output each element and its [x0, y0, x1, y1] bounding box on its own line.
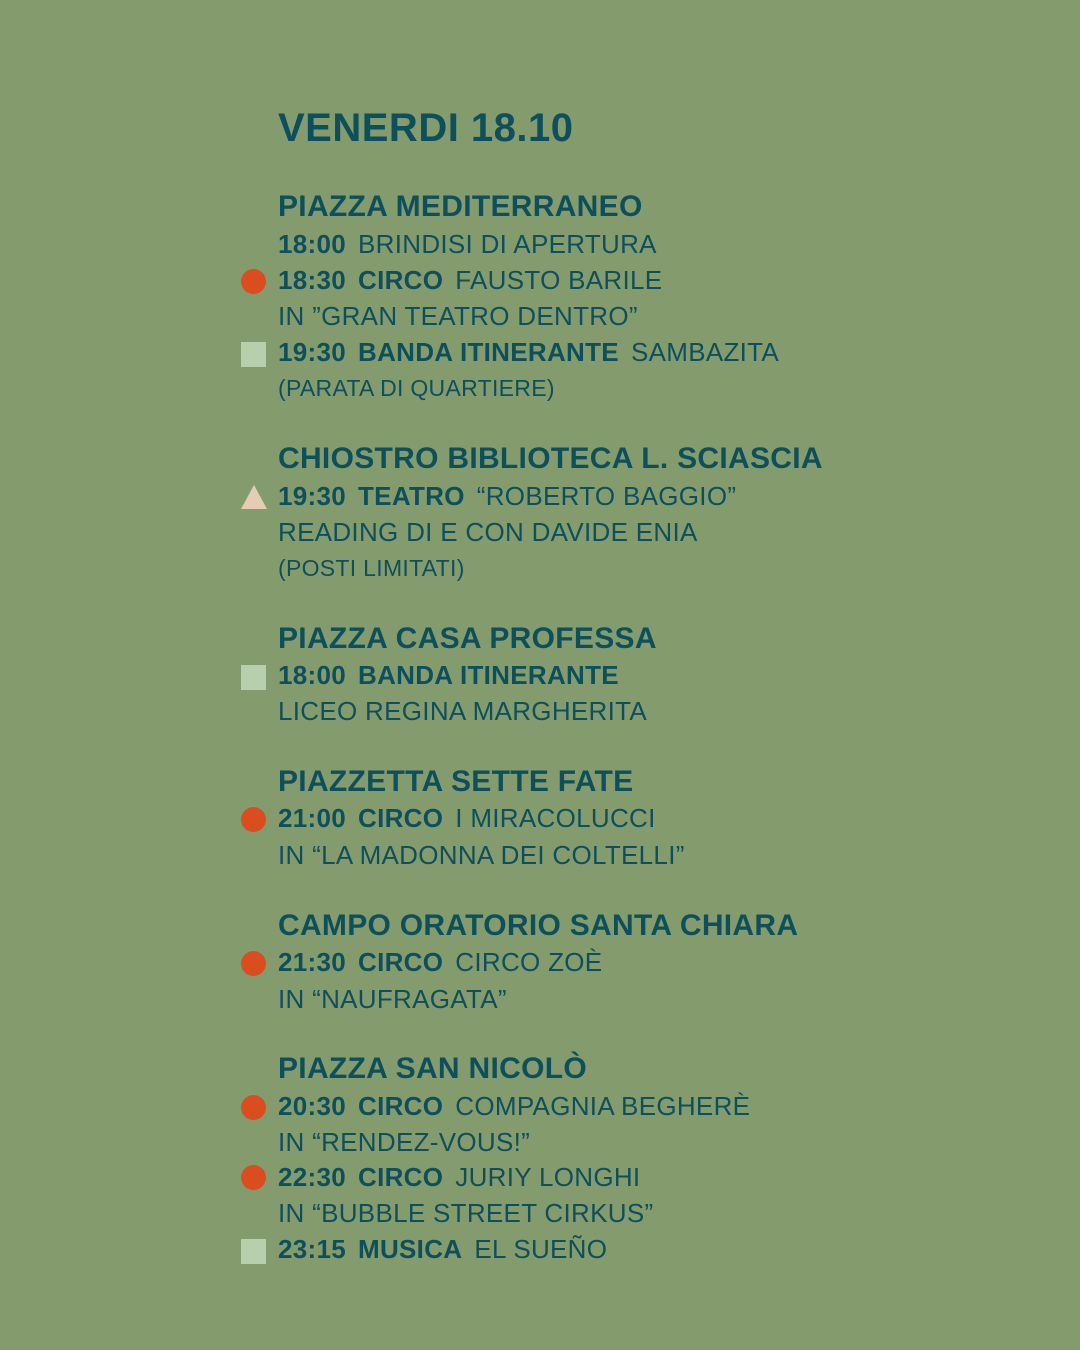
event-performer: “ROBERTO BAGGIO” — [476, 481, 737, 511]
event-line — [278, 1162, 640, 1193]
circo-marker-icon — [241, 1095, 266, 1120]
event-line — [278, 481, 736, 512]
venue-title: PIAZZETTA SETTE FATE — [278, 765, 634, 798]
musica-marker-icon — [241, 1239, 266, 1264]
event-category: CIRCO — [358, 265, 444, 295]
circo-marker-icon — [241, 807, 266, 832]
event-time: 21:30 — [278, 947, 346, 977]
event-line — [278, 1234, 607, 1265]
event-line — [278, 1091, 750, 1122]
event-category: CIRCO — [358, 947, 444, 977]
event-category: CIRCO — [358, 803, 444, 833]
event-category: CIRCO — [358, 1091, 444, 1121]
event-performer: JURIY LONGHI — [455, 1162, 641, 1192]
venue-title: PIAZZA MEDITERRANEO — [278, 190, 643, 223]
teatro-marker-icon — [241, 485, 267, 509]
event-performer: I MIRACOLUCCI — [455, 803, 656, 833]
event-subtitle: IN “RENDEZ-VOUS!” — [278, 1127, 531, 1157]
circo-marker-icon — [241, 1165, 266, 1190]
event-time: 19:30 — [278, 337, 346, 367]
event-performer: FAUSTO BARILE — [455, 265, 663, 295]
venue-title: CHIOSTRO BIBLIOTECA L. SCIASCIA — [278, 442, 823, 475]
event-category: TEATRO — [358, 481, 465, 511]
event-performer: EL SUEÑO — [474, 1234, 608, 1264]
banda-marker-icon — [241, 665, 266, 690]
event-category: BANDA ITINERANTE — [358, 337, 619, 367]
banda-marker-icon — [241, 342, 266, 367]
event-line — [278, 229, 657, 260]
event-time: 22:30 — [278, 1162, 346, 1192]
event-line — [278, 660, 631, 691]
event-performer: SAMBAZITA — [630, 337, 780, 367]
event-subtitle: IN “LA MADONNA DEI COLTELLI” — [278, 840, 685, 870]
venue-title: PIAZZA CASA PROFESSA — [278, 622, 657, 655]
event-subtitle: IN ”GRAN TEATRO DENTRO” — [278, 301, 638, 331]
event-note: (POSTI LIMITATI) — [278, 555, 465, 581]
event-time: 20:30 — [278, 1091, 346, 1121]
event-subtitle: IN “BUBBLE STREET CIRKUS” — [278, 1198, 654, 1228]
circo-marker-icon — [241, 951, 266, 976]
event-time: 23:15 — [278, 1234, 346, 1264]
event-line — [278, 803, 656, 834]
event-performer: BRINDISI DI APERTURA — [358, 229, 657, 259]
event-subtitle: READING DI E CON DAVIDE ENIA — [278, 517, 698, 547]
page-title: VENERDI 18.10 — [278, 106, 574, 150]
event-category: BANDA ITINERANTE — [358, 660, 619, 690]
circo-marker-icon — [241, 269, 266, 294]
event-time: 18:30 — [278, 265, 346, 295]
event-subtitle: IN “NAUFRAGATA” — [278, 984, 507, 1014]
event-note: (PARATA DI QUARTIERE) — [278, 375, 555, 401]
event-performer: COMPAGNIA BEGHERÈ — [455, 1091, 751, 1121]
event-performer: CIRCO ZOÈ — [455, 947, 603, 977]
event-time: 19:30 — [278, 481, 346, 511]
event-category: MUSICA — [358, 1234, 463, 1264]
event-time: 21:00 — [278, 803, 346, 833]
event-line — [278, 265, 662, 296]
event-time: 18:00 — [278, 660, 346, 690]
venue-title: PIAZZA SAN NICOLÒ — [278, 1052, 587, 1085]
venue-title: CAMPO ORATORIO SANTA CHIARA — [278, 909, 799, 942]
event-line — [278, 947, 602, 978]
event-category: CIRCO — [358, 1162, 444, 1192]
event-time: 18:00 — [278, 229, 346, 259]
event-subtitle: LICEO REGINA MARGHERITA — [278, 696, 648, 726]
event-line — [278, 337, 779, 368]
